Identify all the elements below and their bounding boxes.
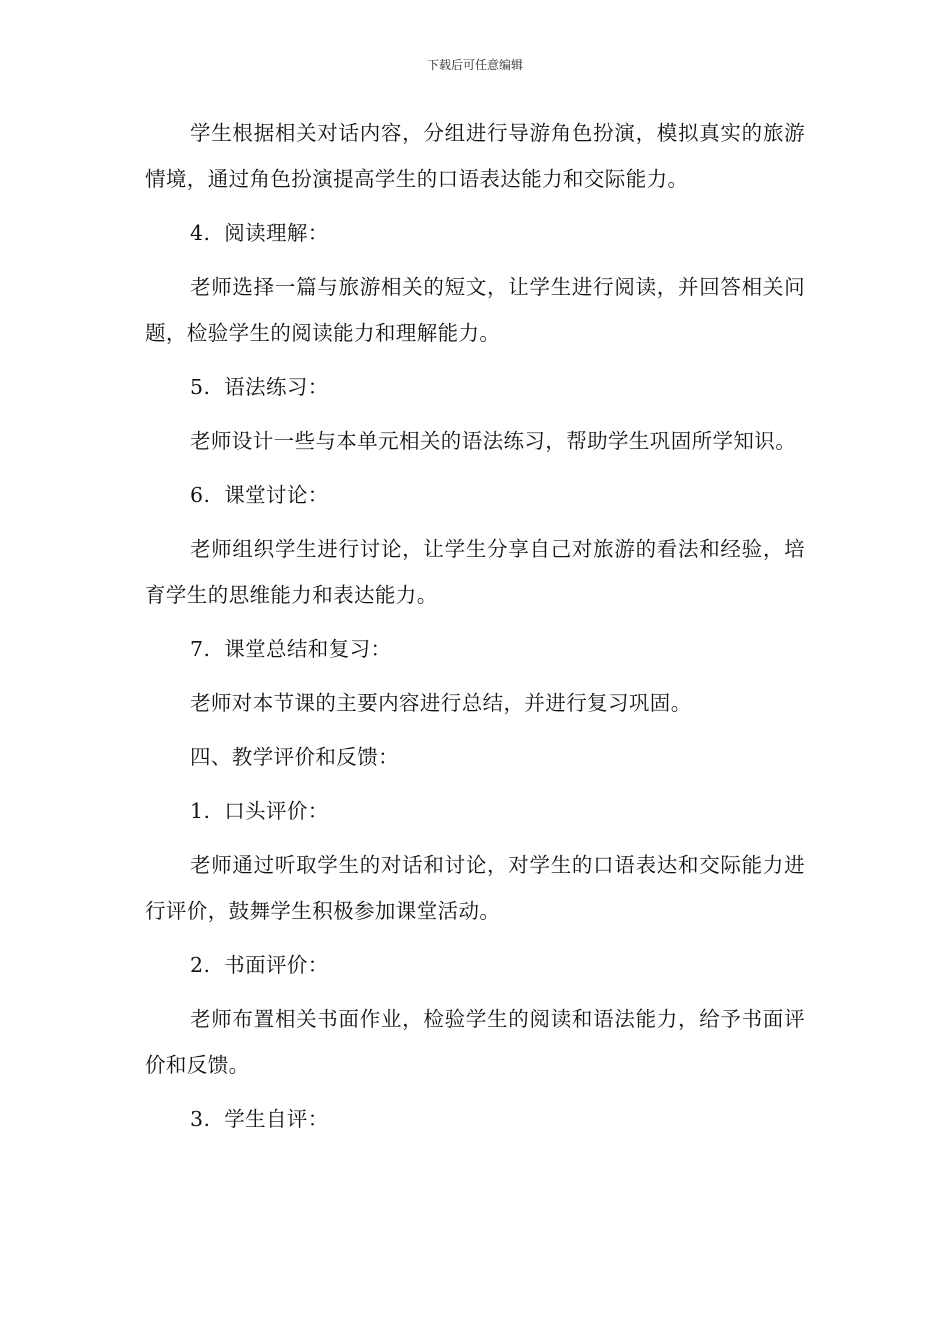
- paragraph-reading: 老师选择一篇与旅游相关的短文，让学生进行阅读，并回答相关问题，检验学生的阅读能力和理解能力。: [145, 275, 805, 345]
- heading-self-evaluation: 3. 学生自评：: [190, 1107, 329, 1131]
- document-body: [145, 110, 805, 1150]
- paragraph-oral-evaluation: 老师通过听取学生的对话和讨论，对学生的口语表达和交际能力进行评价，鼓舞学生积极参加课堂活动。: [145, 853, 805, 923]
- heading-written-evaluation: 2. 书面评价：: [190, 953, 329, 977]
- page-header: 下载后可任意编辑: [426, 58, 523, 72]
- heading-reading: 4. 阅读理解：: [190, 221, 329, 245]
- paragraph-role-play: 学生根据相关对话内容，分组进行导游角色扮演，模拟真实的旅游情境，通过角色扮演提高学生的口语表达能力和交际能力。: [145, 121, 805, 191]
- paragraph-grammar: 老师设计一些与本单元相关的语法练习，帮助学生巩固所学知识。: [190, 429, 797, 453]
- heading-evaluation: 四、教学评价和反馈：: [190, 745, 399, 769]
- heading-grammar: 5. 语法练习：: [190, 375, 329, 399]
- heading-oral-evaluation: 1. 口头评价：: [190, 799, 329, 823]
- paragraph-summary: 老师对本节课的主要内容进行总结，并进行复习巩固。: [190, 691, 692, 715]
- paragraph-written-evaluation: 老师布置相关书面作业，检验学生的阅读和语法能力，给予书面评价和反馈。: [145, 1007, 805, 1077]
- heading-summary: 7. 课堂总结和复习：: [190, 637, 392, 661]
- paragraph-discussion: 老师组织学生进行讨论，让学生分享自己对旅游的看法和经验，培育学生的思维能力和表达能力。: [145, 537, 805, 607]
- heading-discussion: 6. 课堂讨论：: [190, 483, 329, 507]
